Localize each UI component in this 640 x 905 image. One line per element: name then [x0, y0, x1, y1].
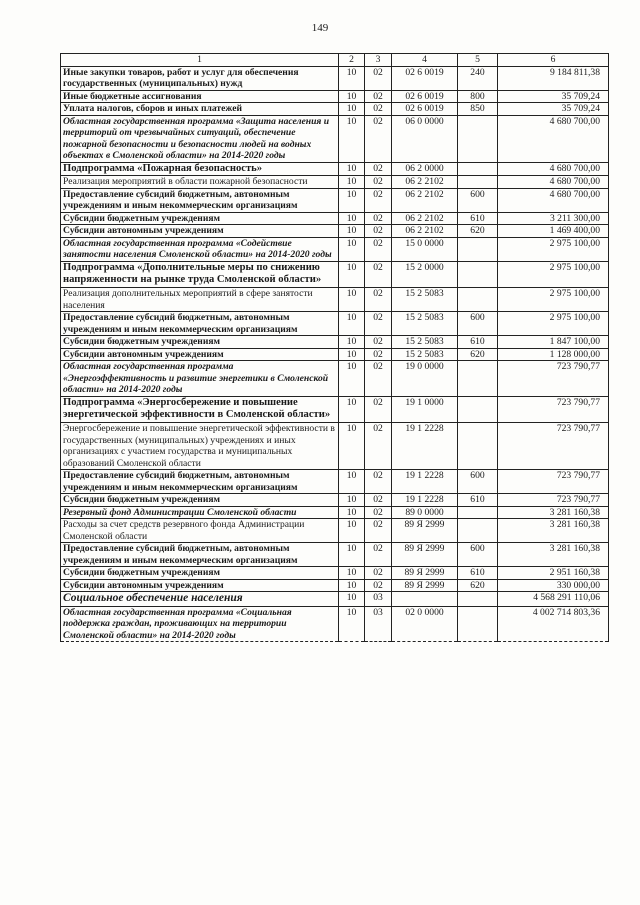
row-expense-type [458, 592, 498, 607]
table-row [61, 90, 609, 103]
table-row [61, 115, 609, 162]
row-amount: 723 790,77 [498, 423, 609, 470]
row-section-code: 10 [339, 176, 365, 189]
row-expense-type: 600 [458, 188, 498, 212]
row-subsection-code: 03 [365, 592, 392, 607]
row-expense-type [458, 361, 498, 397]
row-amount: 2 975 100,00 [498, 312, 609, 336]
row-section-code: 10 [339, 567, 365, 580]
row-expense-type [458, 396, 498, 422]
row-subsection-code: 03 [365, 606, 392, 642]
row-description: Предоставление субсидий бюджетным, автономным учреждениям и иным некоммерческим организациям [61, 188, 339, 212]
row-target-article: 15 2 0000 [392, 261, 458, 287]
row-amount: 2 975 100,00 [498, 237, 609, 261]
row-description: Субсидии автономным учреждениям [61, 579, 339, 592]
row-expense-type: 620 [458, 225, 498, 238]
table-row [61, 423, 609, 470]
row-expense-type: 600 [458, 543, 498, 567]
row-expense-type [458, 176, 498, 189]
table-row [61, 361, 609, 397]
row-expense-type: 850 [458, 103, 498, 116]
table-row [61, 225, 609, 238]
row-subsection-code: 02 [365, 506, 392, 519]
row-subsection-code: 02 [365, 103, 392, 116]
row-amount: 330 000,00 [498, 579, 609, 592]
row-subsection-code: 02 [365, 361, 392, 397]
column-header: 6 [498, 54, 609, 67]
row-amount: 2 975 100,00 [498, 288, 609, 312]
row-subsection-code: 02 [365, 519, 392, 543]
row-target-article: 15 2 5083 [392, 336, 458, 349]
row-target-article: 06 2 2102 [392, 225, 458, 238]
row-description: Резервный фонд Администрации Смоленской области [61, 506, 339, 519]
row-description: Субсидии бюджетным учреждениям [61, 336, 339, 349]
row-subsection-code: 02 [365, 176, 392, 189]
row-description: Субсидии автономным учреждениям [61, 225, 339, 238]
row-amount: 1 847 100,00 [498, 336, 609, 349]
row-target-article: 06 0 0000 [392, 115, 458, 162]
table-row [61, 348, 609, 361]
table-row [61, 519, 609, 543]
table-row [61, 212, 609, 225]
row-section-code: 10 [339, 592, 365, 607]
row-amount: 35 709,24 [498, 103, 609, 116]
row-description: Подпрограмма «Пожарная безопасность» [61, 162, 339, 176]
row-subsection-code: 02 [365, 225, 392, 238]
row-description: Энергосбережение и повышение энергетической эффективности в государственных (муниципальных) учреждениях и иных организациях с участием государства и муниципальных образований Смоленской области [61, 423, 339, 470]
row-target-article: 89 Я 2999 [392, 579, 458, 592]
row-subsection-code: 02 [365, 261, 392, 287]
table-row [61, 470, 609, 494]
row-subsection-code: 02 [365, 188, 392, 212]
table-row [61, 162, 609, 176]
row-expense-type [458, 519, 498, 543]
row-target-article: 06 2 2102 [392, 188, 458, 212]
row-expense-type: 620 [458, 579, 498, 592]
row-target-article: 06 2 2102 [392, 212, 458, 225]
table-row [61, 506, 609, 519]
row-amount: 723 790,77 [498, 494, 609, 507]
row-amount: 3 211 300,00 [498, 212, 609, 225]
row-amount: 1 469 400,00 [498, 225, 609, 238]
table-row [61, 261, 609, 287]
table-row [61, 103, 609, 116]
row-description: Иные закупки товаров, работ и услуг для обеспечения государственных (муниципальных) нужд [61, 66, 339, 90]
row-section-code: 10 [339, 312, 365, 336]
row-amount: 4 568 291 110,06 [498, 592, 609, 607]
row-target-article: 19 0 0000 [392, 361, 458, 397]
row-target-article: 02 0 0000 [392, 606, 458, 642]
row-amount: 1 128 000,00 [498, 348, 609, 361]
row-subsection-code: 02 [365, 90, 392, 103]
row-amount: 35 709,24 [498, 90, 609, 103]
table-row [61, 188, 609, 212]
row-subsection-code: 02 [365, 66, 392, 90]
row-description: Подпрограмма «Дополнительные меры по снижению напряженности на рынке труда Смоленской области» [61, 261, 339, 287]
row-description: Субсидии бюджетным учреждениям [61, 212, 339, 225]
row-description: Социальное обеспечение населения [61, 592, 339, 607]
row-subsection-code: 02 [365, 494, 392, 507]
table-row [61, 567, 609, 580]
column-header: 3 [365, 54, 392, 67]
row-subsection-code: 02 [365, 237, 392, 261]
row-subsection-code: 02 [365, 579, 392, 592]
row-subsection-code: 02 [365, 115, 392, 162]
table-row [61, 336, 609, 349]
row-target-article: 89 Я 2999 [392, 567, 458, 580]
row-expense-type [458, 162, 498, 176]
row-section-code: 10 [339, 225, 365, 238]
column-header: 1 [61, 54, 339, 67]
row-description: Областная государственная программа «Содействие занятости населения Смоленской области» на 2014-2020 годы [61, 237, 339, 261]
row-section-code: 10 [339, 162, 365, 176]
table-row [61, 176, 609, 189]
row-amount: 3 281 160,38 [498, 506, 609, 519]
row-target-article: 15 2 5083 [392, 312, 458, 336]
row-description: Предоставление субсидий бюджетным, автономным учреждениям и иным некоммерческим организациям [61, 543, 339, 567]
row-expense-type: 600 [458, 312, 498, 336]
row-target-article: 15 2 5083 [392, 288, 458, 312]
row-target-article: 15 2 5083 [392, 348, 458, 361]
row-expense-type: 240 [458, 66, 498, 90]
row-section-code: 10 [339, 288, 365, 312]
row-target-article: 19 1 0000 [392, 396, 458, 422]
row-amount: 4 680 700,00 [498, 176, 609, 189]
table-row [61, 606, 609, 642]
row-target-article: 02 6 0019 [392, 66, 458, 90]
row-target-article: 06 2 2102 [392, 176, 458, 189]
table-row [61, 396, 609, 422]
row-target-article: 15 0 0000 [392, 237, 458, 261]
row-section-code: 10 [339, 361, 365, 397]
row-target-article: 89 Я 2999 [392, 543, 458, 567]
row-description: Областная государственная программа «Социальная поддержка граждан, проживающих на территории Смоленской области» на 2014-2020 годы [61, 606, 339, 642]
row-section-code: 10 [339, 237, 365, 261]
row-expense-type: 610 [458, 336, 498, 349]
row-section-code: 10 [339, 506, 365, 519]
row-description: Областная государственная программа «Энергоэффективность и развитие энергетики в Смоленской области» на 2014-2020 годы [61, 361, 339, 397]
row-amount: 4 680 700,00 [498, 115, 609, 162]
row-amount: 723 790,77 [498, 396, 609, 422]
row-expense-type: 620 [458, 348, 498, 361]
row-section-code: 10 [339, 336, 365, 349]
row-section-code: 10 [339, 90, 365, 103]
row-subsection-code: 02 [365, 423, 392, 470]
row-expense-type [458, 423, 498, 470]
row-description: Расходы за счет средств резервного фонда Администрации Смоленской области [61, 519, 339, 543]
row-subsection-code: 02 [365, 336, 392, 349]
row-expense-type: 800 [458, 90, 498, 103]
row-expense-type: 610 [458, 494, 498, 507]
row-description: Предоставление субсидий бюджетным, автономным учреждениям и иным некоммерческим организациям [61, 470, 339, 494]
row-description: Предоставление субсидий бюджетным, автономным учреждениям и иным некоммерческим организациям [61, 312, 339, 336]
row-section-code: 10 [339, 261, 365, 287]
row-section-code: 10 [339, 519, 365, 543]
row-target-article: 19 1 2228 [392, 494, 458, 507]
row-expense-type [458, 506, 498, 519]
table-row [61, 543, 609, 567]
row-expense-type [458, 606, 498, 642]
row-section-code: 10 [339, 494, 365, 507]
row-amount: 2 951 160,38 [498, 567, 609, 580]
row-section-code: 10 [339, 470, 365, 494]
row-target-article: 06 2 0000 [392, 162, 458, 176]
row-subsection-code: 02 [365, 348, 392, 361]
row-section-code: 10 [339, 103, 365, 116]
row-expense-type [458, 237, 498, 261]
row-subsection-code: 02 [365, 567, 392, 580]
table-row [61, 237, 609, 261]
row-subsection-code: 02 [365, 162, 392, 176]
row-description: Субсидии бюджетным учреждениям [61, 494, 339, 507]
row-section-code: 10 [339, 115, 365, 162]
row-section-code: 10 [339, 188, 365, 212]
row-target-article: 02 6 0019 [392, 103, 458, 116]
row-expense-type: 610 [458, 567, 498, 580]
page-number: 149 [311, 22, 329, 34]
row-subsection-code: 02 [365, 288, 392, 312]
row-section-code: 10 [339, 606, 365, 642]
table-row [61, 494, 609, 507]
row-target-article: 89 0 0000 [392, 506, 458, 519]
row-section-code: 10 [339, 423, 365, 470]
row-amount: 4 002 714 803,36 [498, 606, 609, 642]
row-amount: 723 790,77 [498, 361, 609, 397]
row-description: Уплата налогов, сборов и иных платежей [61, 103, 339, 116]
row-amount: 4 680 700,00 [498, 162, 609, 176]
row-section-code: 10 [339, 579, 365, 592]
row-section-code: 10 [339, 396, 365, 422]
table-row [61, 288, 609, 312]
table-row [61, 66, 609, 90]
budget-table [60, 53, 609, 642]
row-amount: 3 281 160,38 [498, 519, 609, 543]
row-amount: 2 975 100,00 [498, 261, 609, 287]
row-subsection-code: 02 [365, 212, 392, 225]
row-target-article [392, 592, 458, 607]
row-subsection-code: 02 [365, 470, 392, 494]
row-description: Реализация дополнительных мероприятий в сфере занятости населения [61, 288, 339, 312]
row-amount: 3 281 160,38 [498, 543, 609, 567]
row-description: Подпрограмма «Энергосбережение и повышение энергетической эффективности в Смоленской области» [61, 396, 339, 422]
row-description: Реализация мероприятий в области пожарной безопасности [61, 176, 339, 189]
row-expense-type: 600 [458, 470, 498, 494]
row-section-code: 10 [339, 348, 365, 361]
row-target-article: 19 1 2228 [392, 423, 458, 470]
row-amount: 723 790,77 [498, 470, 609, 494]
row-expense-type [458, 261, 498, 287]
row-amount: 4 680 700,00 [498, 188, 609, 212]
row-section-code: 10 [339, 66, 365, 90]
column-header: 2 [339, 54, 365, 67]
row-expense-type [458, 115, 498, 162]
row-section-code: 10 [339, 212, 365, 225]
row-subsection-code: 02 [365, 312, 392, 336]
row-target-article: 02 6 0019 [392, 90, 458, 103]
row-expense-type [458, 288, 498, 312]
table-row [61, 312, 609, 336]
column-header: 5 [458, 54, 498, 67]
table-row [61, 592, 609, 607]
row-section-code: 10 [339, 543, 365, 567]
row-description: Субсидии автономным учреждениям [61, 348, 339, 361]
row-description: Иные бюджетные ассигнования [61, 90, 339, 103]
row-target-article: 89 Я 2999 [392, 519, 458, 543]
row-description: Субсидии бюджетным учреждениям [61, 567, 339, 580]
column-header: 4 [392, 54, 458, 67]
row-description: Областная государственная программа «Защита населения и территорий от чрезвычайных ситуаций, обеспечение пожарной безопасности и безопасности людей на водных объектах в Смоленской области» на 2014-2020 годы [61, 115, 339, 162]
row-subsection-code: 02 [365, 543, 392, 567]
row-amount: 9 184 811,38 [498, 66, 609, 90]
row-target-article: 19 1 2228 [392, 470, 458, 494]
row-subsection-code: 02 [365, 396, 392, 422]
column-header-row [61, 54, 609, 67]
table-row [61, 579, 609, 592]
row-expense-type: 610 [458, 212, 498, 225]
